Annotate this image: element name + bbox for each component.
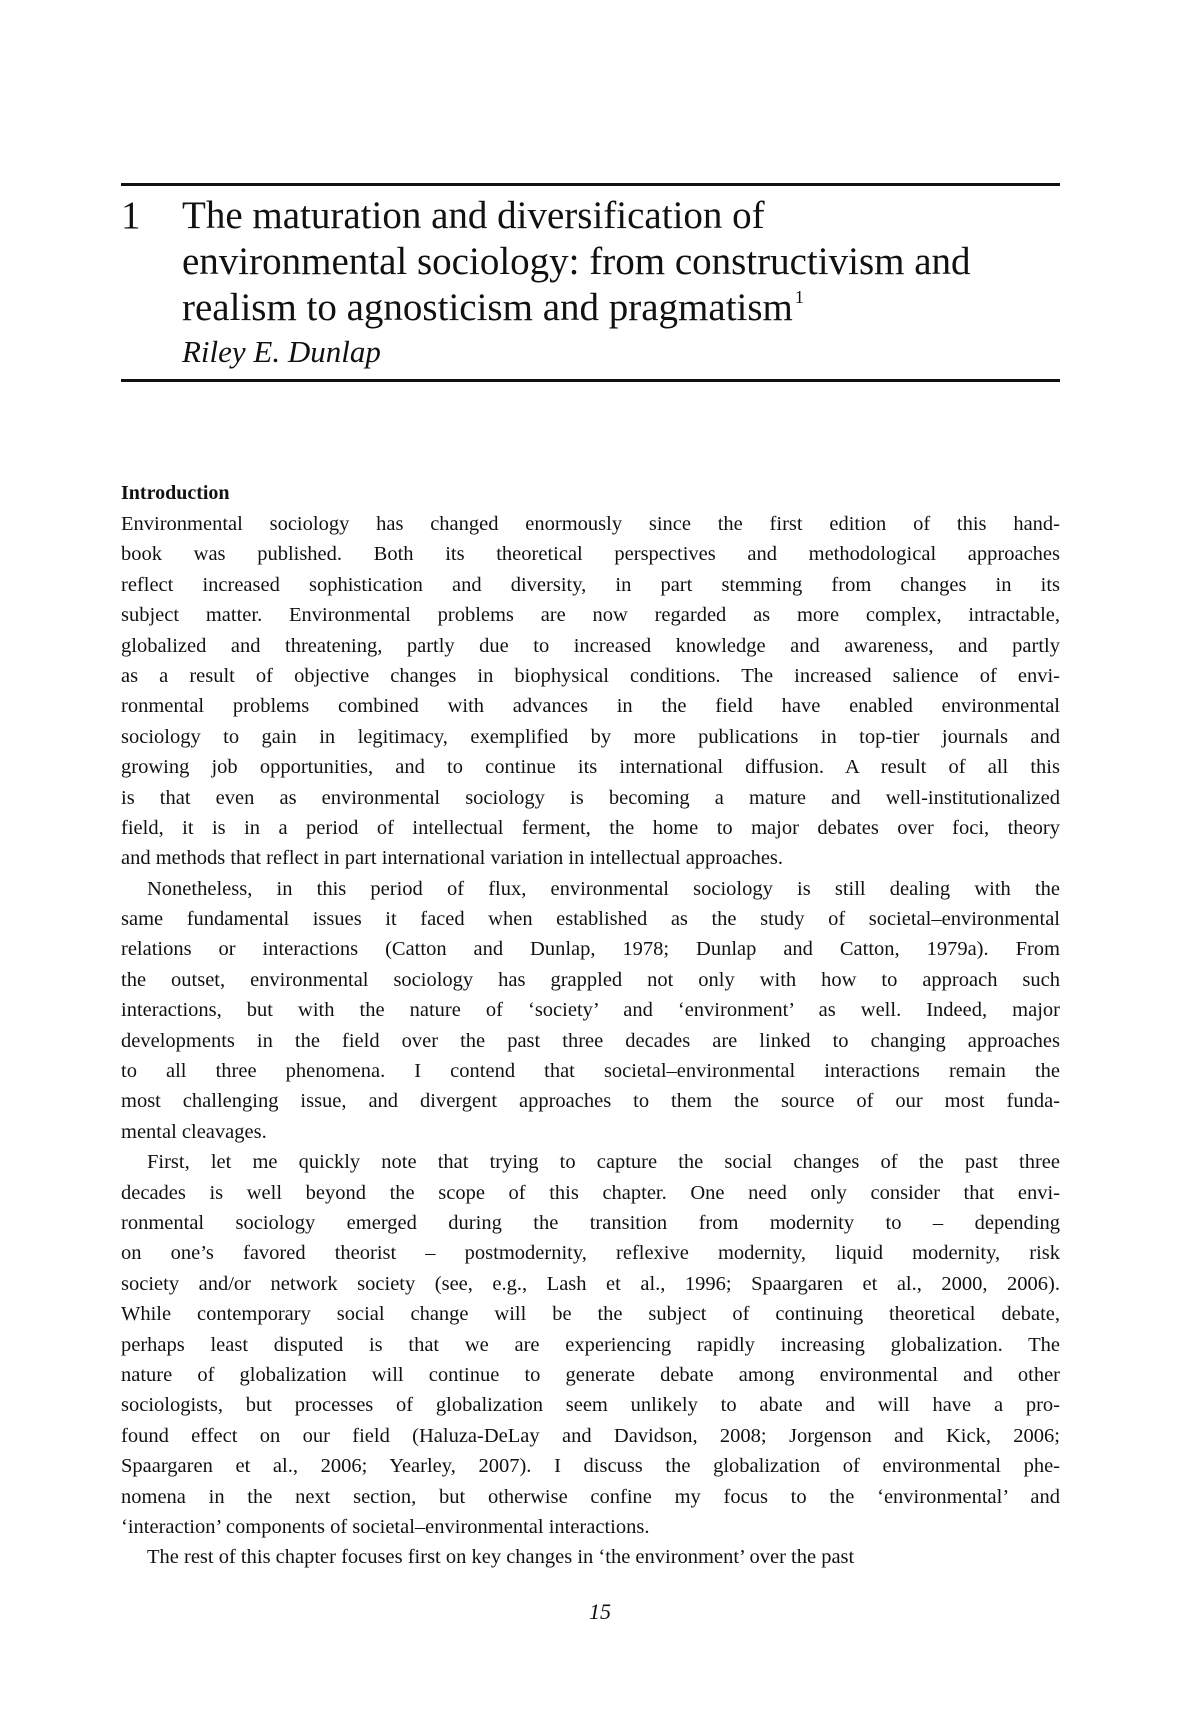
section-heading: Introduction xyxy=(121,482,230,504)
paragraph-line: globalized and threatening, partly due to increased knowledge and awareness, and partly xyxy=(121,634,1060,657)
paragraph-line: Nonetheless, in this period of flux, environmental sociology is still dealing with the xyxy=(147,877,1060,900)
paragraph-line: society and/or network society (see, e.g., Lash et al., 1996; Spaargaren et al., 2000, 2006). xyxy=(121,1272,1060,1295)
paragraph-line: developments in the field over the past three decades are linked to changing approaches xyxy=(121,1029,1060,1052)
paragraph-line: ronmental problems combined with advances in the field have enabled environmental xyxy=(121,695,1060,718)
paragraph-line: found effect on our field (Haluza-DeLay and Davidson, 2008; Jorgenson and Kick, 2006; xyxy=(121,1424,1060,1447)
paragraph-line: on one’s favored theorist – postmodernity, reflexive modernity, liquid modernity, risk xyxy=(121,1242,1060,1265)
paragraph-line: perhaps least disputed is that we are experiencing rapidly increasing globalization. The xyxy=(121,1333,1060,1356)
paragraph-line: First, let me quickly note that trying to capture the social changes of the past three xyxy=(147,1151,1060,1174)
paragraph-line: mental cleavages. xyxy=(121,1120,267,1143)
paragraph xyxy=(121,1542,1060,1572)
paragraph-line: the outset, environmental sociology has grappled not only with how to approach such xyxy=(121,968,1060,991)
chapter-title-line: The maturation and diversification of xyxy=(182,194,765,237)
title-top-rule xyxy=(121,183,1060,186)
paragraph-line: The rest of this chapter focuses first on key changes in ‘the environment’ over the past xyxy=(147,1546,855,1569)
paragraph-line: as a result of objective changes in biophysical conditions. The increased salience of envi- xyxy=(121,664,1060,687)
paragraph-line: growing job opportunities, and to continue its international diffusion. A result of all this xyxy=(121,756,1060,779)
chapter-title xyxy=(182,193,1060,331)
paragraph-line: sociology to gain in legitimacy, exemplified by more publications in top-tier journals and xyxy=(121,725,1060,748)
paragraph-line: same fundamental issues it faced when established as the study of societal–environmental xyxy=(121,908,1060,931)
paragraph-line: is that even as environmental sociology is becoming a mature and well-institutionalized xyxy=(121,786,1060,809)
paragraph-line: nomena in the next section, but otherwise confine my focus to the ‘environmental’ and xyxy=(121,1485,1060,1508)
chapter-title-line xyxy=(182,285,1060,331)
page-number: 15 xyxy=(589,1599,611,1624)
body-text xyxy=(121,509,1060,1573)
paragraph-line: to all three phenomena. I contend that societal–environmental interactions remain the xyxy=(121,1060,1060,1083)
paragraph-line: relations or interactions (Catton and Dunlap, 1978; Dunlap and Catton, 1979a). From xyxy=(121,938,1060,961)
paragraph-line: decades is well beyond the scope of this chapter. One need only consider that envi- xyxy=(121,1181,1060,1204)
paragraph-line: reflect increased sophistication and diversity, in part stemming from changes in its xyxy=(121,573,1060,596)
footnote-marker[interactable]: 1 xyxy=(794,287,804,307)
paragraph-line: Spaargaren et al., 2006; Yearley, 2007). I discuss the globalization of environmental phe- xyxy=(121,1455,1060,1478)
chapter-title-line: environmental sociology: from constructivism and xyxy=(182,240,971,283)
paragraph-line: sociologists, but processes of globalization seem unlikely to abate and will have a pro- xyxy=(121,1394,1060,1417)
paragraph xyxy=(121,1147,1060,1542)
paragraph-line: While contemporary social change will be the subject of continuing theoretical debate, xyxy=(121,1303,1060,1326)
paragraph-line: most challenging issue, and divergent approaches to them the source of our most funda- xyxy=(121,1090,1060,1113)
paragraph-line: nature of globalization will continue to generate debate among environmental and other xyxy=(121,1363,1060,1386)
paragraph-line: ronmental sociology emerged during the transition from modernity to – depending xyxy=(121,1211,1060,1234)
paragraph-line: and methods that reflect in part international variation in intellectual approaches. xyxy=(121,847,784,870)
paragraph-line: subject matter. Environmental problems are now regarded as more complex, intractable, xyxy=(121,604,1060,627)
chapter-title-line-text: realism to agnosticism and pragmatism xyxy=(182,286,793,329)
paragraph-line: field, it is in a period of intellectual ferment, the home to major debates over foci, theory xyxy=(121,816,1060,839)
paragraph-line: ‘interaction’ components of societal–environmental interactions. xyxy=(121,1515,650,1538)
paragraph xyxy=(121,874,1060,1148)
title-bottom-rule xyxy=(121,379,1060,382)
paragraph xyxy=(121,509,1060,874)
chapter-author: Riley E. Dunlap xyxy=(182,334,381,369)
paragraph-line: Environmental sociology has changed enormously since the first edition of this hand- xyxy=(121,513,1060,535)
chapter-number: 1 xyxy=(121,194,141,237)
paragraph-line: interactions, but with the nature of ‘society’ and ‘environment’ as well. Indeed, major xyxy=(121,999,1060,1022)
paragraph-line: book was published. Both its theoretical perspectives and methodological approaches xyxy=(121,543,1060,566)
